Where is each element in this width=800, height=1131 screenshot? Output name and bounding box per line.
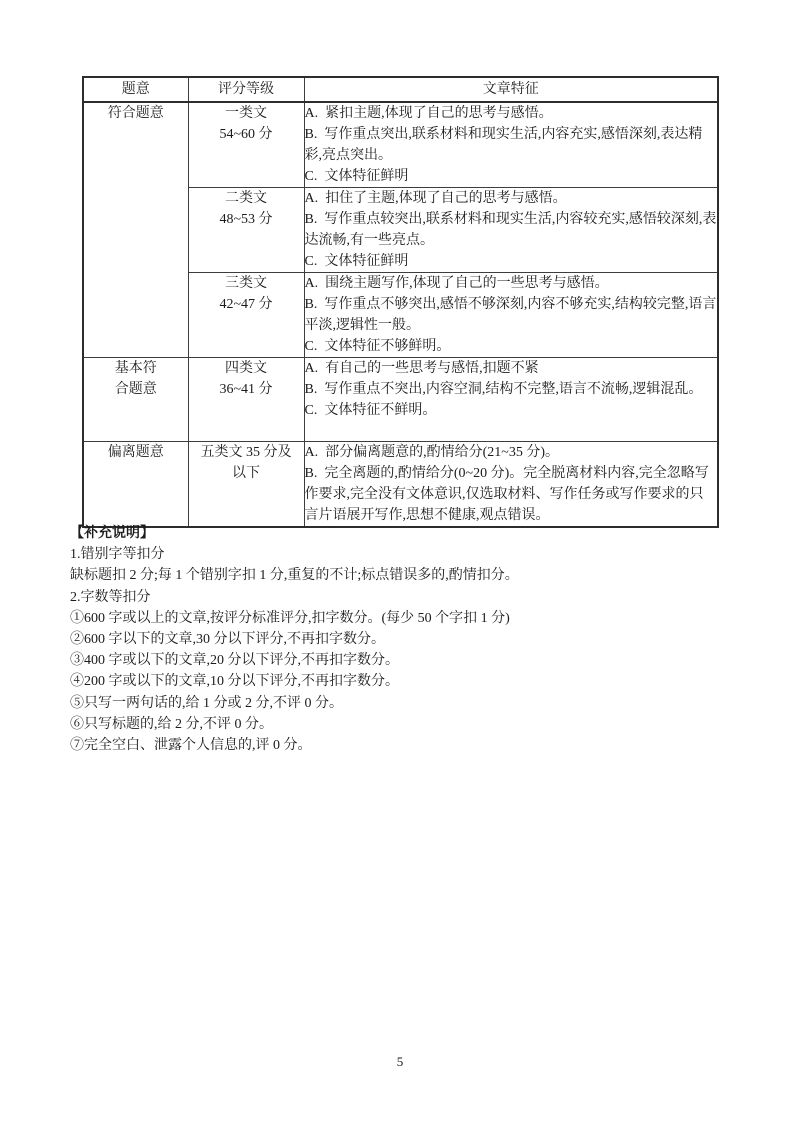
note-line: ⑥只写标题的,给 2 分,不评 0 分。 [70, 716, 273, 732]
grade-line: 42~47 分 [219, 297, 273, 312]
grade-cell-class3 [188, 273, 304, 358]
category-line: 基本符 [114, 361, 157, 376]
feature-item: A. 有自己的一些思考与感悟,扣题不紧 [304, 361, 539, 376]
feature-item: A. 部分偏离题意的,酌情给分(21~35 分)。 [304, 445, 560, 460]
header-cell-topic: 题意 [83, 77, 188, 102]
features-cell-class3 [304, 273, 718, 358]
feature-item: B. 写作重点较突出,联系材料和现实生活,内容较充实,感悟较深刻,表达流畅,有一些亮点。 [304, 212, 717, 248]
category-cell-basically-conforms [83, 358, 188, 442]
page-number: 5 [396, 1054, 404, 1069]
feature-item: C. 文体特征鲜明 [304, 169, 409, 184]
note-line: 1.错别字等扣分 [70, 547, 165, 563]
feature-item: C. 文体特征不鲜明。 [304, 403, 437, 418]
grade-cell-class4 [188, 358, 304, 442]
note-line: ⑤只写一两句话的,给 1 分或 2 分,不评 0 分。 [70, 695, 343, 711]
grade-line: 48~53 分 [219, 212, 273, 227]
table-row [83, 358, 718, 442]
note-line: ①600 字或以上的文章,按评分标准评分,扣字数分。(每少 50 个字扣 1 分) [70, 610, 510, 626]
category-line: 符合题意 [107, 106, 164, 121]
feature-item: B. 写作重点不突出,内容空洞,结构不完整,语言不流畅,逻辑混乱。 [304, 382, 703, 397]
feature-item: B. 写作重点突出,联系材料和现实生活,内容充实,感悟深刻,表达精彩,亮点突出。 [304, 127, 703, 163]
note-line: 2.字数等扣分 [70, 589, 151, 605]
grading-rubric-table [82, 76, 719, 528]
note-line: ⑦完全空白、泄露个人信息的,评 0 分。 [70, 738, 312, 754]
grade-line: 五类文 35 分及 [200, 445, 292, 460]
note-line: ④200 字或以下的文章,10 分以下评分,不再扣字数分。 [70, 674, 399, 690]
features-cell-class4 [304, 358, 718, 442]
grade-line: 一类文 [225, 106, 267, 121]
grade-cell-class2 [188, 188, 304, 273]
category-cell-deviates [83, 442, 188, 528]
feature-item: C. 文体特征不够鲜明。 [304, 339, 451, 354]
header-cell-grade: 评分等级 [188, 77, 304, 102]
feature-item: B. 完全离题的,酌情给分(0~20 分)。完全脱离材料内容,完全忽略写作要求,完全没有文体意识,仅选取材料、写作任务或写作要求的只言片语展开写作,思想不健康,观点错误。 [304, 466, 709, 523]
note-line: ②600 字以下的文章,30 分以下评分,不再扣字数分。 [70, 632, 385, 648]
category-line: 偏离题意 [107, 445, 164, 460]
features-cell-class2 [304, 188, 718, 273]
header-cell-features: 文章特征 [304, 77, 718, 102]
grade-line: 36~41 分 [219, 382, 273, 397]
table-header-row [83, 77, 718, 102]
feature-item: B. 写作重点不够突出,感悟不够深刻,内容不够充实,结构较完整,语言平淡,逻辑性一般。 [304, 297, 717, 333]
notes-title: 【补充说明】 [70, 526, 154, 541]
note-line: ③400 字或以下的文章,20 分以下评分,不再扣字数分。 [70, 653, 399, 669]
features-cell-class5 [304, 442, 718, 528]
note-line: 缺标题扣 2 分;每 1 个错别字扣 1 分,重复的不计;标点错误多的,酌情扣分。 [70, 568, 519, 584]
grade-line: 四类文 [225, 361, 267, 376]
feature-item: C. 文体特征鲜明 [304, 254, 409, 269]
table-row [83, 442, 718, 528]
category-cell-conforms [83, 102, 188, 358]
category-line: 合题意 [114, 382, 157, 397]
grade-line: 以下 [232, 466, 260, 481]
feature-item: A. 围绕主题写作,体现了自己的一些思考与感悟。 [304, 276, 609, 291]
grade-line: 三类文 [225, 276, 267, 291]
grade-cell-class1 [188, 102, 304, 188]
grade-cell-class5 [188, 442, 304, 528]
features-cell-class1 [304, 102, 718, 188]
feature-item: A. 扣住了主题,体现了自己的思考与感悟。 [304, 191, 567, 206]
grade-line: 54~60 分 [219, 127, 273, 142]
feature-item: A. 紧扣主题,体现了自己的思考与感悟。 [304, 106, 553, 121]
supplementary-notes [70, 523, 742, 756]
grade-line: 二类文 [225, 191, 267, 206]
table-row [83, 102, 718, 188]
